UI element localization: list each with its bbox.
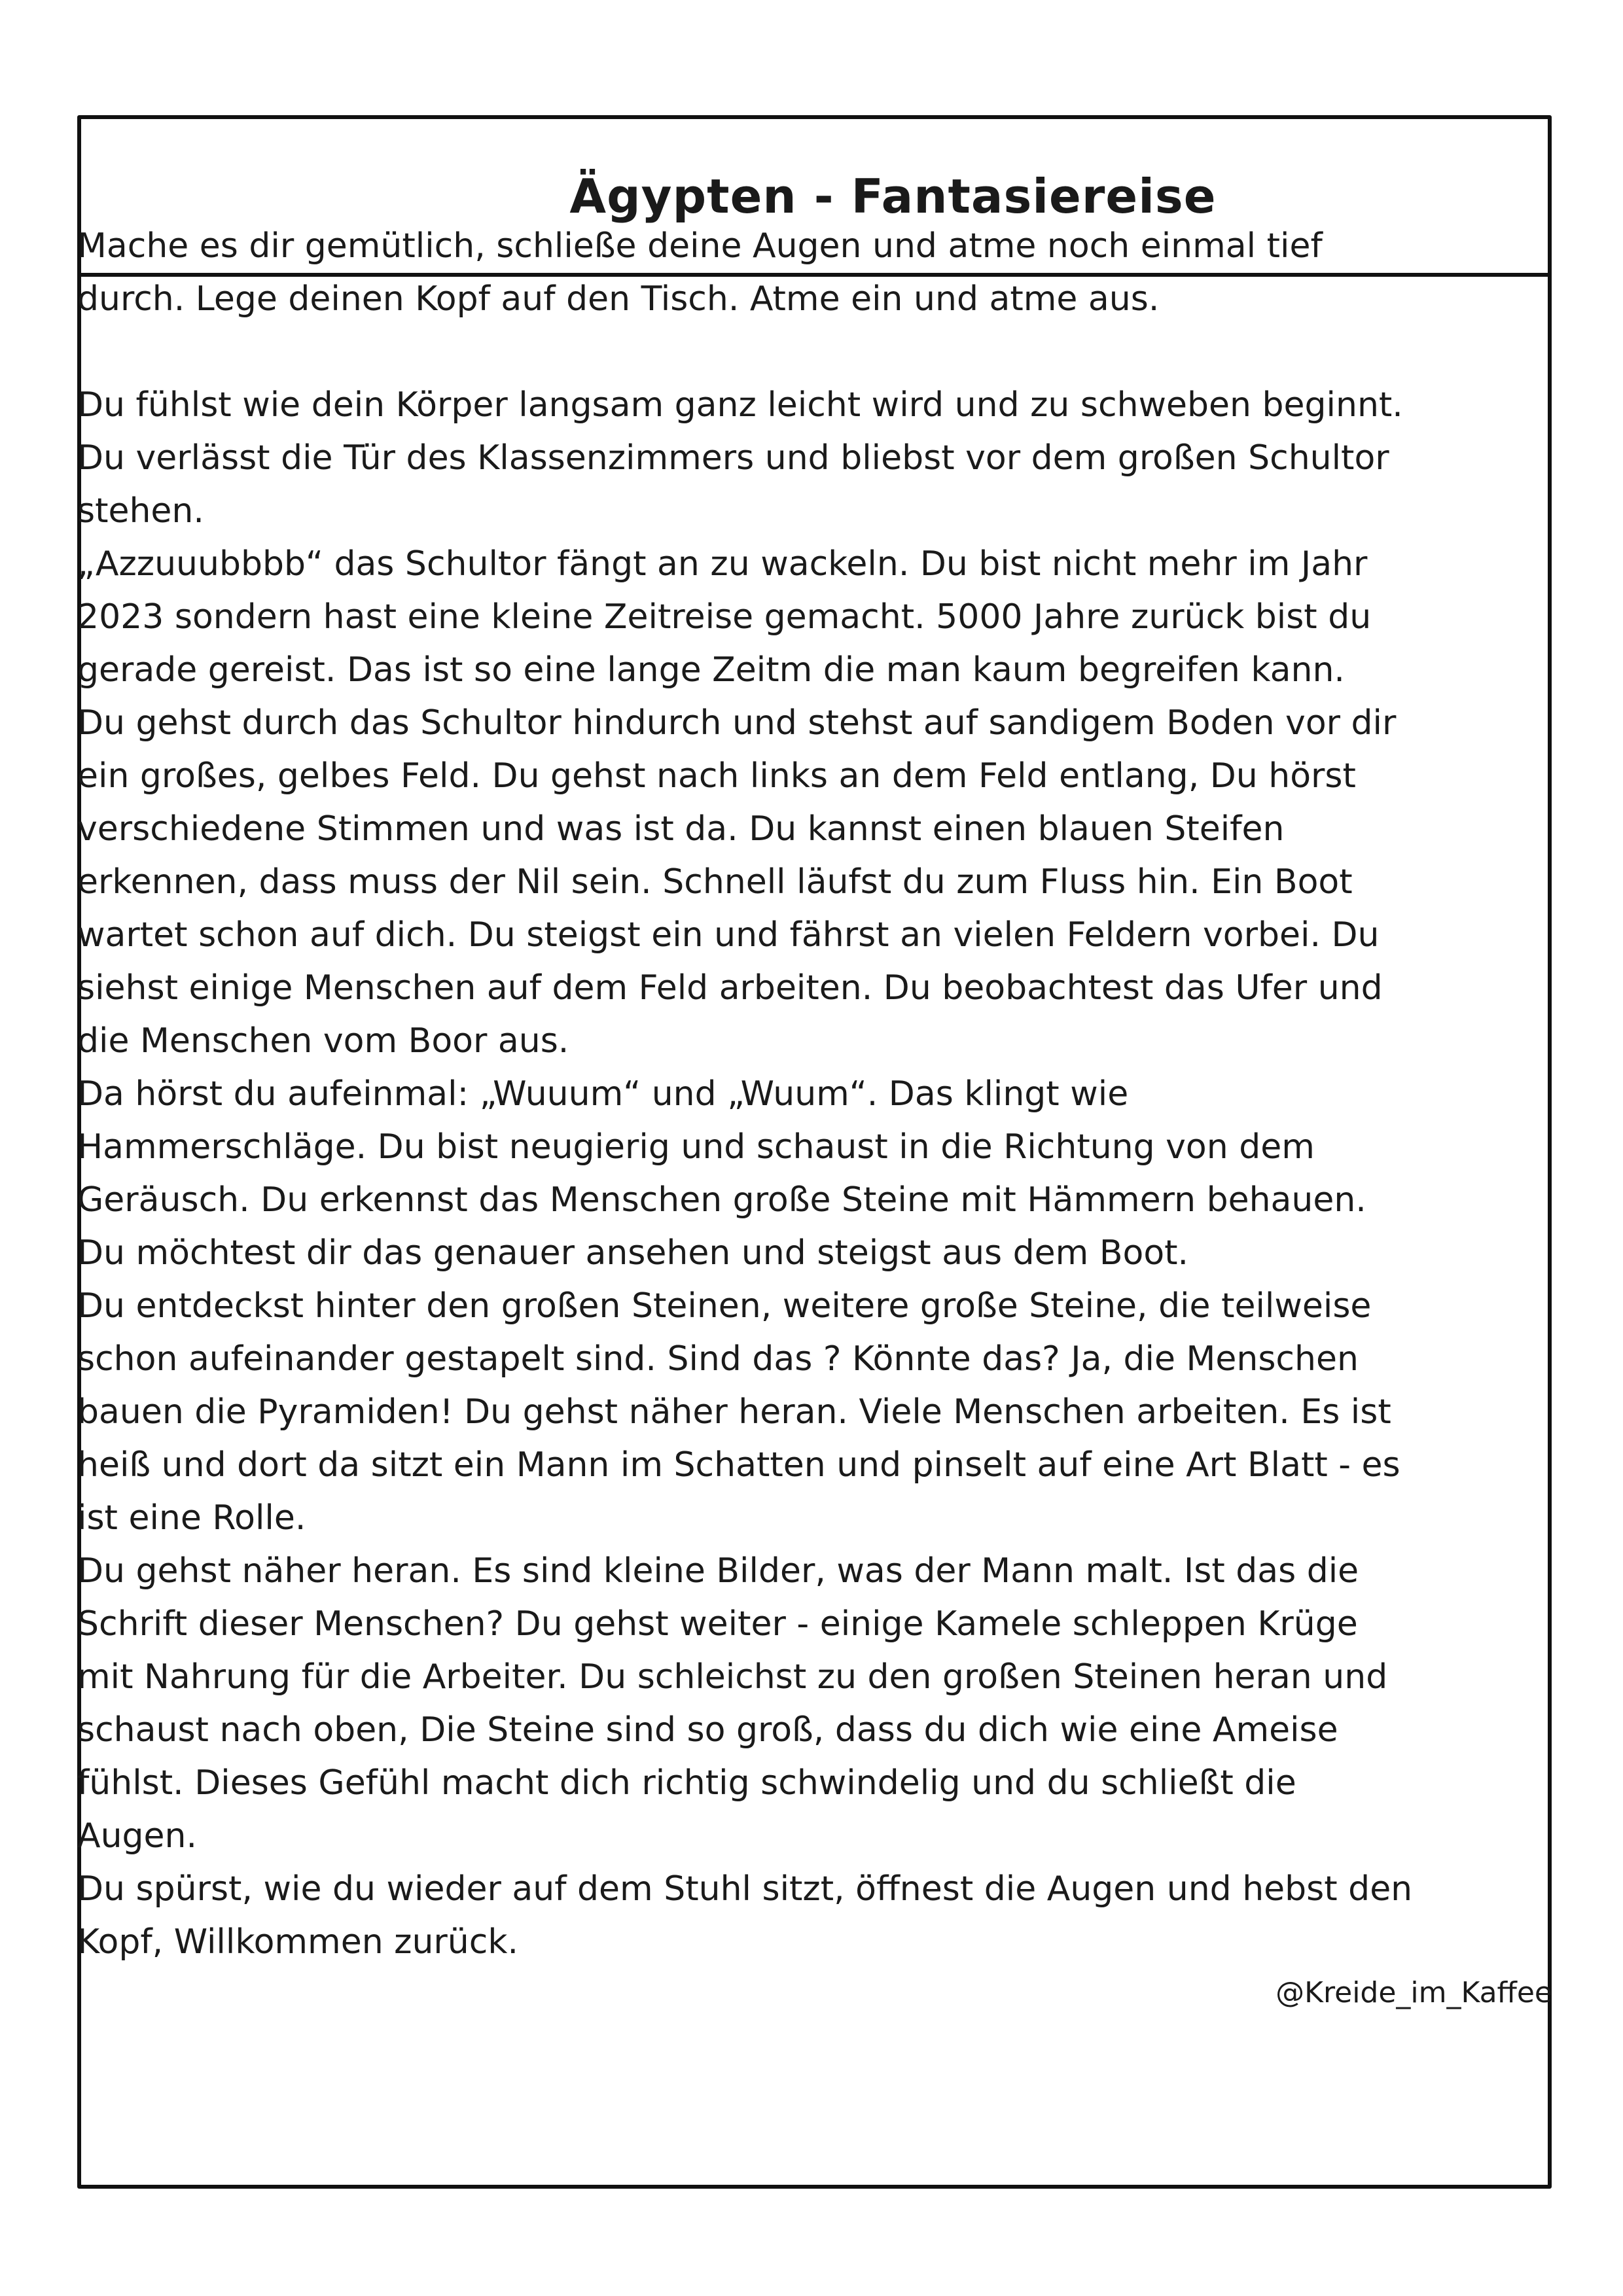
paragraph: Du gehst durch das Schultor hindurch und stehst auf sandigem Boden vor dir ein großes, gelbes Feld. Du gehst nach links an dem Feld entlang, Du hörst verschiedene Stimmen und was ist da. Du kannst einen blauen Steifen erkennen, dass muss der Nil sein. Schnell läufst du zum Fluss hin. Ein Boot wartet schon auf dich. Du steigst ein und fährst an vielen Feldern vorbei. Du siehst einige Menschen auf dem Feld arbeiten. Du beobachtest das Ufer und die Menschen vom Boor aus. (77, 703, 1397, 1061)
paragraph: Du entdeckst hinter den großen Steinen, weitere große Steine, die teilweise schon aufeinander gestapelt sind. Sind das ? Könnte das? Ja, die Menschen bauen die Pyramiden! Du gehst näher heran. Viele Menschen arbeiten. Es ist heiß und dort da sitzt ein Mann im Schatten und pinselt auf eine Art Blatt - es ist eine Rolle. (77, 1286, 1400, 1538)
author-credit: @Kreide_im_Kaffee (1275, 1976, 1552, 2009)
paragraph: Du gehst näher heran. Es sind kleine Bilder, was der Mann malt. Ist das die Schrift dieser Menschen? Du gehst weiter - einige Kamele schleppen Krüge mit Nahrung für die Arbeiter. Du schleichst zu den großen Steinen heran und schaust nach oben, Die Steine sind so groß, dass du dich wie eine Ameise fühlst. Dieses Gefühl macht dich richtig schwindelig und du schließt die Augen. (77, 1551, 1388, 1856)
paragraph: Du fühlst wie dein Körper langsam ganz leicht wird und zu schweben beginnt. Du verlässt die Tür des Klassenzimmers und bliebst vor dem großen Schultor stehen. (77, 385, 1403, 531)
paragraph-ending: Du spürst, wie du wieder auf dem Stuhl sitzt, öffnest die Augen und hebst den Kopf, Willkommen zurück. (77, 1869, 1413, 1962)
story-text (77, 220, 1414, 1969)
paragraph-intro: Mache es dir gemütlich, schließe deine Augen und atme noch einmal tief durch. Lege deinen Kopf auf den Tisch. Atme ein und atme aus. (77, 226, 1323, 319)
page-title: Ägypten - Fantasiereise (569, 168, 1217, 224)
paragraph-spacer (77, 326, 1414, 379)
paragraph: Da hörst du aufeinmal: „Wuuum“ und „Wuum“. Das klingt wie Hammerschläge. Du bist neugierig und schaust in die Richtung von dem Geräusch. Du erkennst das Menschen große Steine mit Hämmern behauen. Du möchtest dir das genauer ansehen und steigst aus dem Boot. (77, 1074, 1366, 1273)
paragraph: „Azzuuubbbb“ das Schultor fängt an zu wackeln. Du bist nicht mehr im Jahr 2023 sondern hast eine kleine Zeitreise gemacht. 5000 Jahre zurück bist du gerade gereist. Das ist so eine lange Zeitm die man kaum begreifen kann. (77, 544, 1372, 690)
